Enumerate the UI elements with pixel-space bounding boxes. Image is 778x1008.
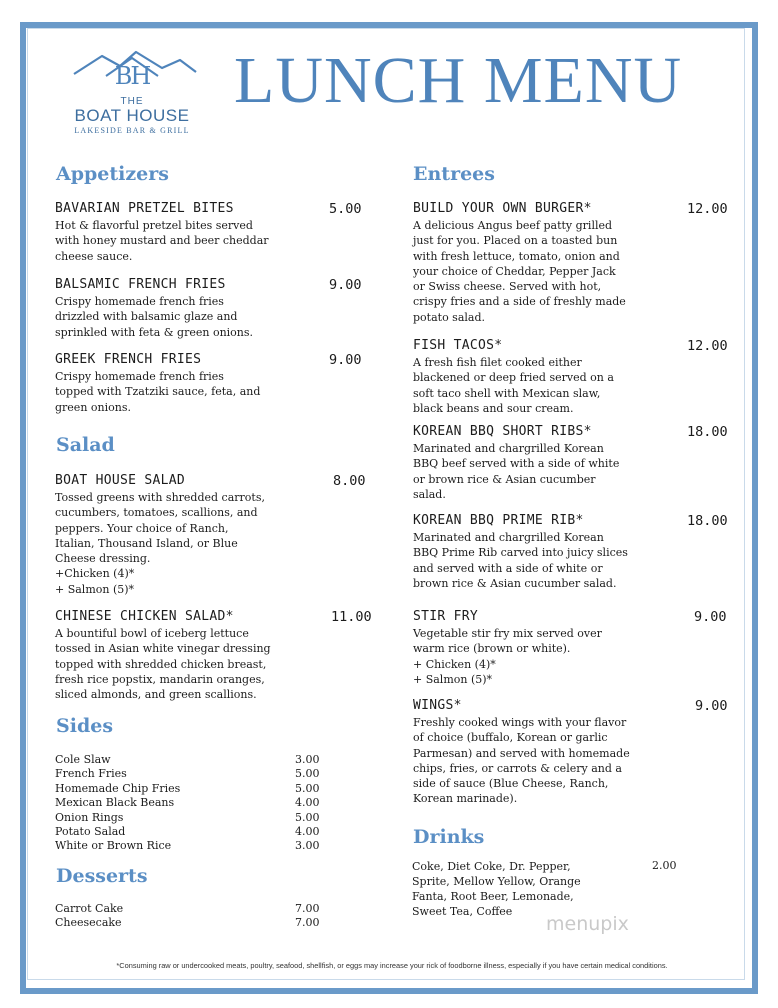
list-item: [55, 796, 325, 810]
item-price: 11.00: [331, 609, 372, 625]
item-name: GREEK FRENCH FRIES: [55, 352, 202, 367]
item-description: A fresh fish filet cooked either blackened or deep fried served on a soft taco shell with Mexican slaw, black beans and sour cream.: [413, 356, 614, 415]
salad-heading: Salad: [56, 434, 115, 456]
item-name: STIR FRY: [413, 609, 479, 624]
drinks-heading: Drinks: [413, 826, 485, 848]
list-item: [55, 811, 325, 825]
item-name: Cheesecake: [55, 916, 122, 930]
logo-name: BOAT HOUSE: [74, 106, 190, 125]
item-name: Homemade Chip Fries: [55, 781, 181, 795]
drinks-list: Coke, Diet Coke, Dr. Pepper, Sprite, Mellow Yellow, Orange Fanta, Root Beer, Lemonade, Sweet Tea, Coffee: [412, 860, 581, 918]
list-item: [55, 782, 325, 796]
menu-item-chinese-chicken-salad: [55, 608, 372, 702]
item-price: 18.00: [687, 424, 728, 440]
boat-house-logo: [62, 48, 202, 133]
item-description: Marinated and chargrilled Korean BBQ Prime Rib carved into juicy slices and served with a side of white or brown rice & Asian cucumber salad.: [413, 531, 628, 590]
item-description: Vegetable stir fry mix served over warm rice (brown or white). + Chicken (4)* + Salmon (5)*: [413, 627, 602, 686]
item-name: White or Brown Rice: [55, 839, 172, 853]
logo-tagline: LAKESIDE BAR & GRILL: [74, 126, 190, 135]
entrees-heading: Entrees: [413, 163, 495, 185]
footer-disclaimer: *Consuming raw or undercooked meats, poultry, seafood, shellfish, or eggs may increase your rick of foodborne illness, especially if you have certain medical conditions.: [116, 961, 668, 970]
sides-list: [55, 753, 325, 854]
item-name: WINGS*: [413, 698, 462, 713]
item-price: 12.00: [687, 338, 728, 354]
item-name: BUILD YOUR OWN BURGER*: [413, 201, 592, 216]
item-price: 12.00: [687, 201, 728, 217]
item-price: 7.00: [295, 916, 320, 930]
logo-monogram: BH: [114, 62, 150, 90]
item-name: Carrot Cake: [55, 902, 124, 915]
item-price: 3.00: [295, 753, 320, 766]
list-item: [55, 767, 325, 781]
item-name: FISH TACOS*: [413, 338, 503, 353]
menu-item-wings: [413, 697, 728, 807]
menu-item-boat-house-salad: [55, 472, 367, 597]
item-price: 5.00: [295, 781, 320, 795]
item-name: KOREAN BBQ SHORT RIBS*: [413, 424, 592, 439]
menu-item-balsamic-french-fries: [55, 276, 367, 340]
item-price: 8.00: [333, 473, 366, 489]
desserts-heading: Desserts: [56, 865, 148, 887]
menu-item-fish-tacos: [413, 337, 728, 416]
item-name: BALSAMIC FRENCH FRIES: [55, 277, 226, 292]
item-price: 9.00: [329, 352, 362, 368]
menu-item-stir-fry: [413, 608, 725, 687]
item-name: KOREAN BBQ PRIME RIB*: [413, 513, 584, 528]
item-price: 5.00: [295, 767, 320, 781]
item-description: Crispy homemade french fries topped with Tzatziki sauce, feta, and green onions.: [55, 370, 261, 414]
list-item: [55, 825, 325, 839]
item-price: 9.00: [329, 277, 362, 293]
item-price: 7.00: [295, 902, 320, 915]
item-price: 9.00: [694, 609, 727, 625]
list-item: [55, 902, 325, 916]
item-description: Crispy homemade french fries drizzled with balsamic glaze and sprinkled with feta & green onions.: [55, 295, 254, 339]
item-name: CHINESE CHICKEN SALAD*: [55, 609, 234, 624]
menu-item-korean-bbq-prime-rib: [413, 512, 728, 591]
item-description: Tossed greens with shredded carrots, cucumbers, tomatoes, scallions, and peppers. Your choice of Ranch, Italian, Thousand Island, or Blue Cheese dressing. +Chicken (4)* + Salmon (5)*: [55, 491, 265, 596]
menu-item-bavarian-pretzel-bites: [55, 200, 367, 264]
item-name: Onion Rings: [55, 810, 124, 824]
item-price: 5.00: [295, 810, 320, 824]
menupix-watermark: menupix: [546, 913, 629, 935]
item-name: BAVARIAN PRETZEL BITES: [55, 201, 234, 216]
list-item: [55, 916, 325, 930]
sides-heading: Sides: [56, 715, 114, 737]
desserts-list: [55, 902, 325, 931]
item-name: Potato Salad: [55, 824, 126, 838]
item-description: Hot & flavorful pretzel bites served with honey mustard and beer cheddar cheese sauce.: [55, 219, 269, 263]
item-name: Mexican Black Beans: [55, 796, 175, 810]
item-price: 4.00: [295, 796, 320, 810]
item-description: A delicious Angus beef patty grilled just for you. Placed on a toasted bun with fresh lettuce, tomato, onion and your choice of Cheddar, Pepper Jack or Swiss cheese. Served with hot, crispy fries and a side of freshly made potato salad.: [413, 219, 626, 324]
item-name: Cole Slaw: [55, 753, 111, 766]
item-price: 3.00: [295, 839, 320, 853]
page-title: LUNCH MENU: [234, 44, 683, 117]
item-name: BOAT HOUSE SALAD: [55, 473, 186, 488]
menu-item-build-your-own-burger: [413, 200, 728, 325]
menu-item-greek-french-fries: [55, 351, 367, 415]
list-item: [55, 839, 325, 853]
logo-the: THE: [120, 96, 144, 107]
item-price: 5.00: [329, 201, 362, 217]
item-name: French Fries: [55, 767, 127, 781]
item-price: 4.00: [295, 824, 320, 838]
item-description: Freshly cooked wings with your flavor of choice (buffalo, Korean or garlic Parmesan) and served with homemade chips, fries, or carrots & celery and a side of sauce (Blue Cheese, Ranch, Korean marinade).: [413, 716, 630, 806]
menu-item-korean-bbq-short-ribs: [413, 423, 728, 502]
appetizers-heading: Appetizers: [56, 163, 169, 185]
drinks-price: 2.00: [652, 859, 677, 872]
item-description: Marinated and chargrilled Korean BBQ beef served with a side of white or brown rice & Asian cucumber salad.: [413, 442, 620, 501]
item-price: 18.00: [687, 513, 728, 529]
item-price: 9.00: [695, 698, 728, 714]
list-item: [55, 753, 325, 767]
item-description: A bountiful bowl of iceberg lettuce tossed in Asian white vinegar dressing topped with shredded chicken breast, fresh rice popstix, mandarin oranges, sliced almonds, and green scallions.: [55, 627, 271, 702]
